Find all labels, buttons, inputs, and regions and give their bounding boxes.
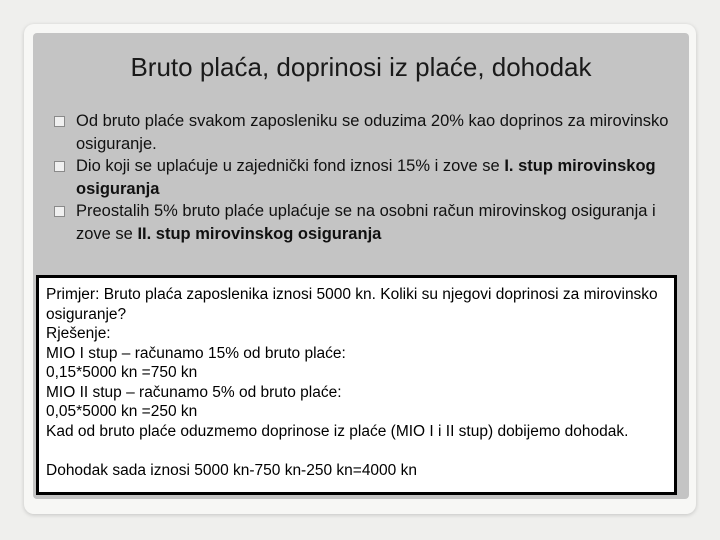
example-mio2-calc: 0,05*5000 kn =250 kn <box>46 403 198 420</box>
bullet-text: Od bruto plaće svakom zaposleniku se oduzima 20% kao doprinos za mirovinsko osiguranje. <box>76 112 669 153</box>
bullet-item <box>52 200 677 245</box>
bullet-text: Preostalih 5% bruto plaće uplaćuje se na osobni račun mirovinskog osiguranja i zove se <box>76 202 656 243</box>
example-mio2-label: MIO II stup – računamo 5% od bruto plaće: <box>46 383 342 401</box>
square-bullet-icon <box>54 161 65 172</box>
square-bullet-icon <box>54 116 65 127</box>
example-question: Primjer: Bruto plaća zaposlenika iznosi 5000 kn. Koliki su njegovi doprinosi za mirovinsko osiguranje? <box>46 286 658 323</box>
example-spacer <box>46 441 674 461</box>
example-result: Dohodak sada iznosi 5000 kn-750 kn-250 kn=4000 kn <box>46 461 417 479</box>
bullet-list <box>52 110 677 245</box>
bullet-bold-text: I. stup mirovinskog osiguranja <box>76 157 656 198</box>
bullet-item <box>52 155 677 200</box>
example-mio1-label: MIO I stup – računamo 15% od bruto plaće: <box>46 344 346 362</box>
example-box <box>36 275 677 495</box>
bullet-bold-text: II. stup mirovinskog osiguranja <box>137 224 382 243</box>
bullet-text: Dio koji se uplaćuje u zajednički fond iznosi 15% i zove se <box>76 157 505 175</box>
example-solution-label: Rješenje: <box>46 325 111 342</box>
example-mio1-calc: 0,15*5000 kn =750 kn <box>46 364 198 381</box>
square-bullet-icon <box>54 206 65 217</box>
example-conclusion: Kad od bruto plaće oduzmemo doprinose iz plaće (MIO I i II stup) dobijemo dohodak. <box>46 422 629 440</box>
slide-title: Bruto plaća, doprinosi iz plaće, dohodak <box>130 52 592 82</box>
bullet-item <box>52 110 677 155</box>
